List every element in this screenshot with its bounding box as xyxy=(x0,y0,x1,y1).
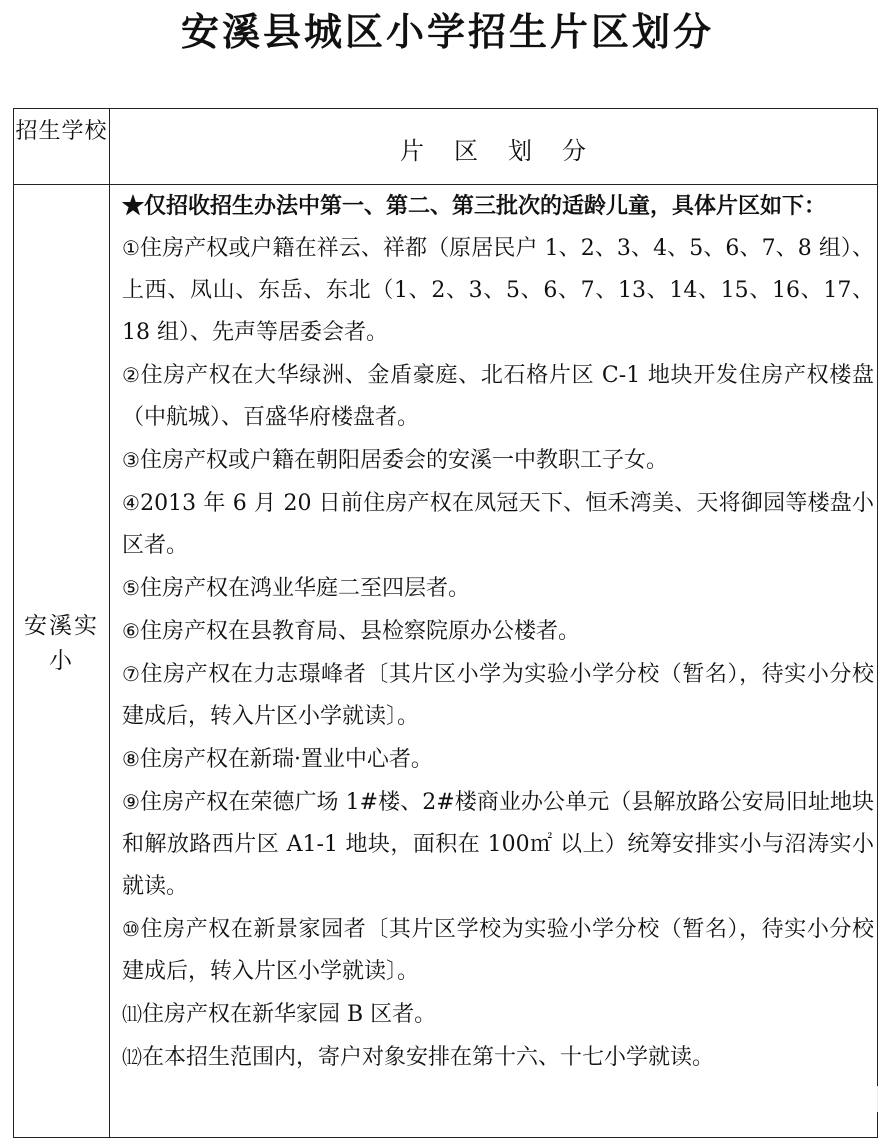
list-item xyxy=(122,653,874,738)
item-text: 2013 年 6 月 20 日前住房产权在凤冠天下、恒禾湾美、天将御园等楼盘小区者。 xyxy=(122,491,874,558)
district-content xyxy=(122,185,874,1079)
item-text: 住房产权或户籍在朝阳居委会的安溪一中教职工子女。 xyxy=(139,448,668,473)
item-marker: ⑿ xyxy=(122,1045,142,1069)
list-item xyxy=(122,567,874,610)
item-marker: ⑨ xyxy=(122,790,140,814)
item-marker: ① xyxy=(122,236,141,260)
list-item xyxy=(122,908,874,993)
list-item xyxy=(122,227,874,354)
intro-text: ★仅招收招生办法中第一、第二、第三批次的适龄儿童，具体片区如下： xyxy=(122,193,827,219)
header-school-cell: 招生学校 xyxy=(15,119,108,144)
item-marker: ⑦ xyxy=(122,662,141,686)
document-title: 安溪县城区小学招生片区划分 xyxy=(180,10,714,54)
list-item xyxy=(122,610,874,653)
item-marker: ⑥ xyxy=(122,619,140,643)
item-marker: ⑩ xyxy=(122,917,141,941)
item-text: 住房产权或户籍在祥云、祥都（原居民户 1、2、3、4、5、6、7、8 组）、上西、凤山、东岳、东北（1、2、3、5、6、7、13、14、15、16、17、18 组）、先声等居委会者。 xyxy=(122,236,874,345)
header-district-cell: 片区划分 xyxy=(400,137,616,165)
item-text: 住房产权在县教育局、县检察院原办公楼者。 xyxy=(139,619,580,644)
item-text: 在本招生范围内，寄户对象安排在第十六、十七小学就读。 xyxy=(142,1045,715,1070)
list-item xyxy=(122,781,874,908)
district-table xyxy=(13,108,878,1138)
item-marker: ⑤ xyxy=(122,576,140,600)
item-text: 住房产权在鸿业华庭二至四层者。 xyxy=(139,576,470,601)
item-marker: ④ xyxy=(122,491,141,515)
item-text: 住房产权在大华绿洲、金盾豪庭、北石格片区 C-1 地块开发住房产权楼盘（中航城）、百盛华府楼盘者。 xyxy=(122,363,874,430)
item-text: 住房产权在新华家园 B 区者。 xyxy=(142,1002,437,1027)
item-marker: ② xyxy=(122,363,141,387)
item-text: 住房产权在力志璟峰者〔其片区小学为实验小学分校（暂名），待实小分校建成后，转入片区小学就读〕。 xyxy=(122,662,874,729)
table-header-row xyxy=(14,109,877,185)
item-text: 住房产权在荣德广场 1#楼、2#楼商业办公单元（县解放路公安局旧址地块和解放路西片区 A1-1 地块，面积在 100㎡ 以上）统筹安排实小与沼涛实小就读。 xyxy=(122,790,874,899)
list-item xyxy=(122,993,874,1036)
item-marker: ③ xyxy=(122,448,140,472)
item-marker: ⑧ xyxy=(122,747,140,771)
item-text: 住房产权在新瑞·置业中心者。 xyxy=(139,747,433,772)
column-divider xyxy=(109,109,110,1137)
watermark-cover xyxy=(735,1086,885,1112)
item-marker: ⑾ xyxy=(122,1002,142,1026)
list-item xyxy=(122,482,874,567)
list-item xyxy=(122,439,874,482)
list-item xyxy=(122,738,874,781)
item-text: 住房产权在新景家园者〔其片区学校为实验小学分校（暂名），待实小分校建成后，转入片区小学就读〕。 xyxy=(122,917,874,984)
school-name-cell: 安溪实小 xyxy=(24,613,99,674)
list-item xyxy=(122,1036,874,1079)
list-item xyxy=(122,354,874,439)
